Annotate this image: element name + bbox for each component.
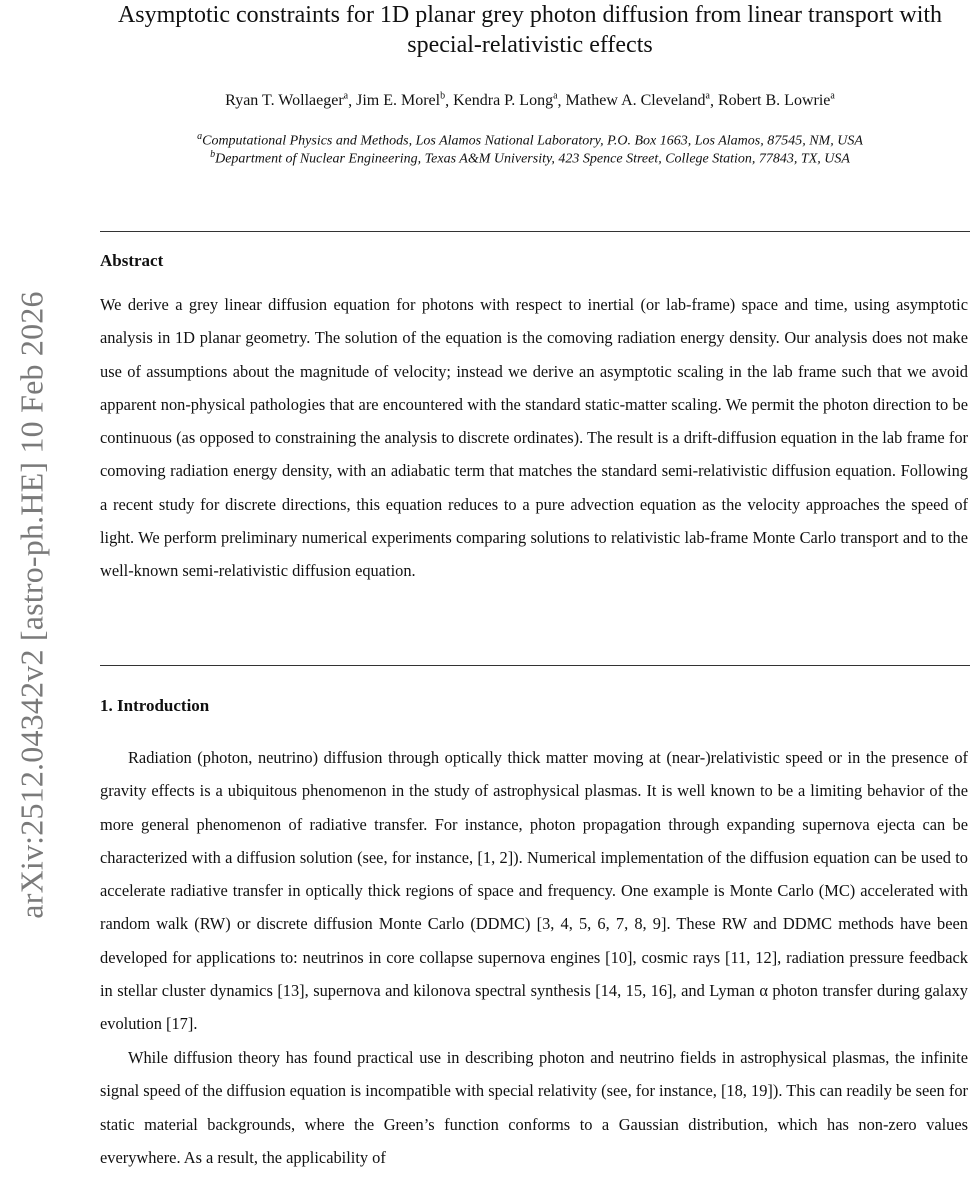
abstract-bottom-rule	[100, 665, 970, 666]
author: Kendra P. Long$^a$	[453, 91, 558, 110]
body-paragraph: Radiation (photon, neutrino) diffusion through optically thick matter moving at (near-)relativistic speed or in the presence of gravity effects is a ubiquitous phenomenon in the study of astrophysical plasmas. It is well known to be a limiting behavior of the more general phenomenon of radiative transfer. For instance, photon propagation through expanding supernova ejecta can be characterized with a diffusion solution (see, for instance, [1, 2]). Numerical implementation of the diffusion equation can be used to accelerate radiative transfer in optically thick regions of space and frequency. One example is Monte Carlo (MC) accelerated with random walk (RW) or discrete diffusion Monte Carlo (DDMC) [3, 4, 5, 6, 7, 8, 9]. These RW and DDMC methods have been developed for applications to: neutrinos in core collapse supernova engines [10], cosmic rays [11, 12], radiation pressure feedback in stellar cluster dynamics [13], supernova and kilonova spectral synthesis [14, 15, 16], and Lyman α photon transfer during galaxy evolution [17].	[100, 748, 968, 1034]
body-paragraph: While diffusion theory has found practical use in describing photon and neutrino fields in astrophysical plasmas, the infinite signal speed of the diffusion equation is incompatible with special relativity (see, for instance, [18, 19]). This can readily be seen for static material backgrounds, where the Green’s function conforms to a Gaussian distribution, which has non-zero values everywhere. As a result, the applicability of	[100, 1048, 968, 1167]
affiliation-a: $^a$Computational Physics and Methods, Los Alamos National Laboratory, P.O. Box 1663, Los Alamos, 87545, NM, USA	[197, 131, 863, 149]
arxiv-identifier: arXiv:2512.04342v2 [astro-ph.HE] 10 Feb 2026	[13, 291, 50, 919]
section-heading-introduction: 1. Introduction	[100, 696, 210, 715]
paper-title: Asymptotic constraints for 1D planar grey photon diffusion from linear transport with special-relativistic effects	[117, 2, 943, 58]
author: Robert B. Lowrie$^a$	[717, 91, 835, 110]
author: Mathew A. Cleveland$^a$	[565, 91, 710, 110]
author: Jim E. Morel$^b$	[356, 91, 446, 110]
abstract-text: We derive a grey linear diffusion equation for photons with respect to inertial (or lab-frame) space and time, using asymptotic analysis in 1D planar geometry. The solution of the equation is the comoving radiation energy density. Our analysis does not make use of assumptions about the magnitude of velocity; instead we derive an asymptotic scaling in the lab frame such that we avoid apparent non-physical pathologies that are encountered with the standard static-matter scaling. We permit the photon direction to be continuous (as opposed to constraining the analysis to discrete ordinates). The result is a drift-diffusion equation in the lab frame for comoving radiation energy density, with an adiabatic term that matches the standard semi-relativistic diffusion equation. Following a recent study for discrete directions, this equation reduces to a pure advection equation as the velocity approaches the speed of light. We perform preliminary numerical experiments comparing solutions to relativistic lab-frame Monte Carlo transport and to the well-known semi-relativistic diffusion equation.	[100, 295, 968, 581]
author-list: Ryan T. Wollaeger$^a$, Jim E. Morel$^b$, Kendra P. Long$^a$, Mathew A. Cleveland$^a$, Robert B. Lowrie$^a$	[225, 91, 835, 110]
affiliation-b: $^b$Department of Nuclear Engineering, Texas A&M University, 423 Spence Street, College Station, 77843, TX, USA	[210, 149, 850, 167]
abstract-heading: Abstract	[100, 251, 164, 270]
abstract-top-rule	[100, 231, 970, 232]
arxiv-side-stamp	[0, 0, 60, 1200]
author: Ryan T. Wollaeger$^a$	[225, 91, 349, 110]
